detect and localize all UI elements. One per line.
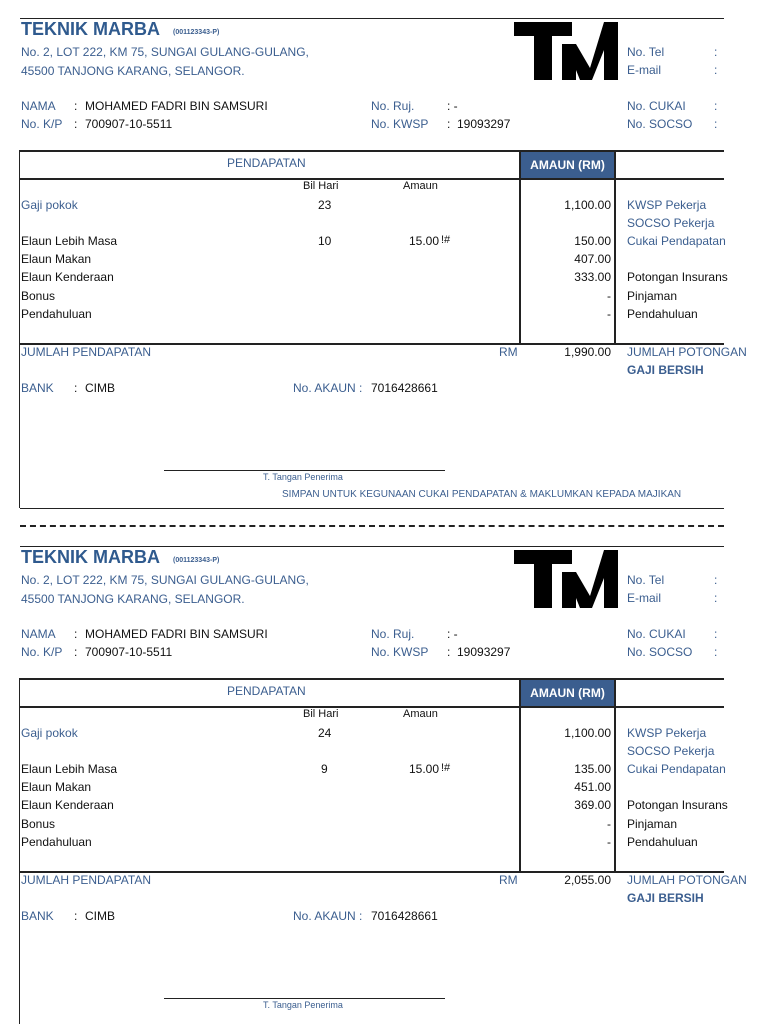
earning-label: Elaun Makan	[21, 252, 92, 266]
kwsp-colon: :	[447, 645, 451, 659]
jumlah-pendapatan-value: 2,055.00	[564, 873, 611, 887]
slip-left-border	[19, 150, 20, 508]
kwsp-colon: :	[447, 117, 451, 131]
earning-amount: 407.00	[574, 252, 611, 266]
address-line-2: 45500 TANJONG KARANG, SELANGOR.	[21, 64, 245, 78]
bank-colon: :	[74, 909, 78, 923]
akaun-number: 7016428661	[371, 381, 438, 395]
signature-label: T. Tangan Penerima	[263, 1000, 343, 1010]
earning-rate: 15.00	[409, 234, 440, 248]
kp-colon: :	[74, 117, 78, 131]
ic-number: 700907-10-5511	[85, 117, 173, 131]
earning-label: Elaun Kenderaan	[21, 270, 114, 284]
gaji-bersih-label: GAJI BERSIH	[627, 363, 704, 377]
earning-label: Elaun Lebih Masa	[21, 762, 118, 776]
email-label: E-mail	[627, 591, 662, 605]
earning-label: Bonus	[21, 289, 56, 303]
bank-label: BANK	[21, 381, 54, 395]
bil-hari-label: Bil Hari	[303, 180, 339, 192]
earning-label: Elaun Kenderaan	[21, 798, 114, 812]
table-top-rule	[20, 150, 724, 152]
bank-name: CIMB	[85, 381, 115, 395]
earning-days: 10	[318, 234, 332, 248]
gaji-bersih-label: GAJI BERSIH	[627, 891, 704, 905]
cukai-label: No. CUKAI	[627, 99, 686, 113]
ruj-label: No. Ruj.	[371, 99, 415, 113]
tm-logo-icon	[514, 22, 618, 80]
socso-colon: :	[714, 117, 718, 131]
bil-hari-label: Bil Hari	[303, 708, 339, 720]
tm-logo-icon	[514, 550, 618, 608]
earning-amount: 150.00	[574, 234, 611, 248]
kwsp-number: 19093297	[457, 645, 511, 659]
earning-amount: -	[607, 817, 611, 831]
pendapatan-header: PENDAPATAN	[227, 684, 306, 698]
earning-label: Gaji pokok	[21, 198, 78, 212]
earning-rate-mark: !#	[441, 762, 451, 774]
footer-note: SIMPAN UNTUK KEGUNAAN CUKAI PENDAPATAN & MAKLUMKAN KEPADA MAJIKAN	[282, 489, 682, 500]
amaun-label: Amaun	[403, 180, 438, 192]
earning-label: Gaji pokok	[21, 726, 78, 740]
company-reg-no: (001123343-P)	[173, 557, 220, 564]
rm-label: RM	[499, 873, 518, 887]
cukai-colon: :	[714, 99, 718, 113]
akaun-number: 7016428661	[371, 909, 438, 923]
tel-label: No. Tel	[627, 45, 665, 59]
company-name: TEKNIK MARBA	[21, 547, 160, 567]
ic-number: 700907-10-5511	[85, 645, 173, 659]
deduction-label: KWSP Pekerja	[627, 198, 707, 212]
slip-bottom-border	[20, 508, 724, 509]
socso-colon: :	[714, 645, 718, 659]
deduction-label: Potongan Insurans	[627, 798, 728, 812]
earning-amount: 369.00	[574, 798, 611, 812]
earning-label: Pendahuluan	[21, 307, 92, 321]
kwsp-label: No. KWSP	[371, 117, 429, 131]
nama-label: NAMA	[21, 627, 56, 641]
deductions-column	[627, 528, 747, 1024]
ruj-label: No. Ruj.	[371, 627, 415, 641]
signature-line	[164, 470, 445, 471]
ruj-value: : -	[447, 627, 458, 641]
company-name: TEKNIK MARBA	[21, 19, 160, 39]
address-line-1: No. 2, LOT 222, KM 75, SUNGAI GULANG-GULANG,	[21, 45, 309, 59]
employee-name: MOHAMED FADRI BIN SAMSURI	[85, 627, 268, 641]
deduction-label: Pendahuluan	[627, 835, 698, 849]
earning-label: Pendahuluan	[21, 835, 92, 849]
earning-label: Elaun Lebih Masa	[21, 234, 118, 248]
deduction-label: Cukai Pendapatan	[627, 762, 726, 776]
earning-amount: 1,100.00	[564, 726, 611, 740]
kwsp-number: 19093297	[457, 117, 511, 131]
earning-amount: 333.00	[574, 270, 611, 284]
bank-colon: :	[74, 381, 78, 395]
deduction-label: Potongan Insurans	[627, 270, 728, 284]
socso-label: No. SOCSO	[627, 645, 693, 659]
jumlah-potongan-label: JUMLAH POTONGAN	[627, 873, 747, 887]
akaun-label: No. AKAUN :	[293, 381, 363, 395]
earning-amount: 1,100.00	[564, 198, 611, 212]
employee-name: MOHAMED FADRI BIN SAMSURI	[85, 99, 268, 113]
socso-label: No. SOCSO	[627, 117, 693, 131]
kp-colon: :	[74, 645, 78, 659]
payslip	[0, 528, 768, 1024]
deduction-label: Pinjaman	[627, 817, 678, 831]
earning-days: 23	[318, 198, 332, 212]
earning-amount: -	[607, 307, 611, 321]
nama-label: NAMA	[21, 99, 56, 113]
amount-col-left-rule	[519, 678, 521, 872]
kp-label: No. K/P	[21, 645, 63, 659]
earning-label: Bonus	[21, 817, 56, 831]
amaun-label: Amaun	[403, 708, 438, 720]
earning-amount: 135.00	[574, 762, 611, 776]
rm-label: RM	[499, 345, 518, 359]
amount-col-right-rule	[614, 678, 616, 872]
earning-days: 9	[321, 762, 328, 776]
jumlah-pendapatan-label: JUMLAH PENDAPATAN	[21, 345, 152, 359]
deduction-label: Pendahuluan	[627, 307, 698, 321]
deduction-label: KWSP Pekerja	[627, 726, 707, 740]
amount-col-left-rule	[519, 150, 521, 344]
cukai-colon: :	[714, 627, 718, 641]
address-line-2: 45500 TANJONG KARANG, SELANGOR.	[21, 592, 245, 606]
earning-amount: 451.00	[574, 780, 611, 794]
table-top-rule	[20, 678, 724, 680]
tel-colon: :	[714, 573, 718, 587]
tel-colon: :	[714, 45, 718, 59]
jumlah-pendapatan-label: JUMLAH PENDAPATAN	[21, 873, 152, 887]
jumlah-pendapatan-value: 1,990.00	[564, 345, 611, 359]
earning-amount: -	[607, 289, 611, 303]
deduction-label: Cukai Pendapatan	[627, 234, 726, 248]
table-header-rule	[20, 706, 724, 708]
table-header-rule	[20, 178, 724, 180]
bank-label: BANK	[21, 909, 54, 923]
pendapatan-header: PENDAPATAN	[227, 156, 306, 170]
kwsp-label: No. KWSP	[371, 645, 429, 659]
signature-label: T. Tangan Penerima	[263, 472, 343, 482]
cut-line	[20, 525, 724, 527]
cukai-label: No. CUKAI	[627, 627, 686, 641]
bank-name: CIMB	[85, 909, 115, 923]
jumlah-potongan-label: JUMLAH POTONGAN	[627, 345, 747, 359]
slip-left-border	[19, 678, 20, 1024]
tel-label: No. Tel	[627, 573, 665, 587]
earning-label: Elaun Makan	[21, 780, 92, 794]
ruj-value: : -	[447, 99, 458, 113]
deduction-label: SOCSO Pekerja	[627, 216, 715, 230]
amount-col-right-rule	[614, 150, 616, 344]
signature-line	[164, 998, 445, 999]
address-line-1: No. 2, LOT 222, KM 75, SUNGAI GULANG-GULANG,	[21, 573, 309, 587]
earning-rate-mark: !#	[441, 234, 451, 246]
nama-colon: :	[74, 627, 78, 641]
amaun-header: AMAUN (RM)	[521, 680, 614, 706]
email-label: E-mail	[627, 63, 662, 77]
earning-rate: 15.00	[409, 762, 440, 776]
earning-days: 24	[318, 726, 332, 740]
nama-colon: :	[74, 99, 78, 113]
amaun-header: AMAUN (RM)	[521, 152, 614, 178]
deductions-column	[627, 0, 747, 528]
deduction-label: Pinjaman	[627, 289, 678, 303]
email-colon: :	[714, 591, 718, 605]
earning-amount: -	[607, 835, 611, 849]
company-reg-no: (001123343-P)	[173, 29, 220, 36]
deduction-label: SOCSO Pekerja	[627, 744, 715, 758]
kp-label: No. K/P	[21, 117, 63, 131]
email-colon: :	[714, 63, 718, 77]
akaun-label: No. AKAUN :	[293, 909, 363, 923]
